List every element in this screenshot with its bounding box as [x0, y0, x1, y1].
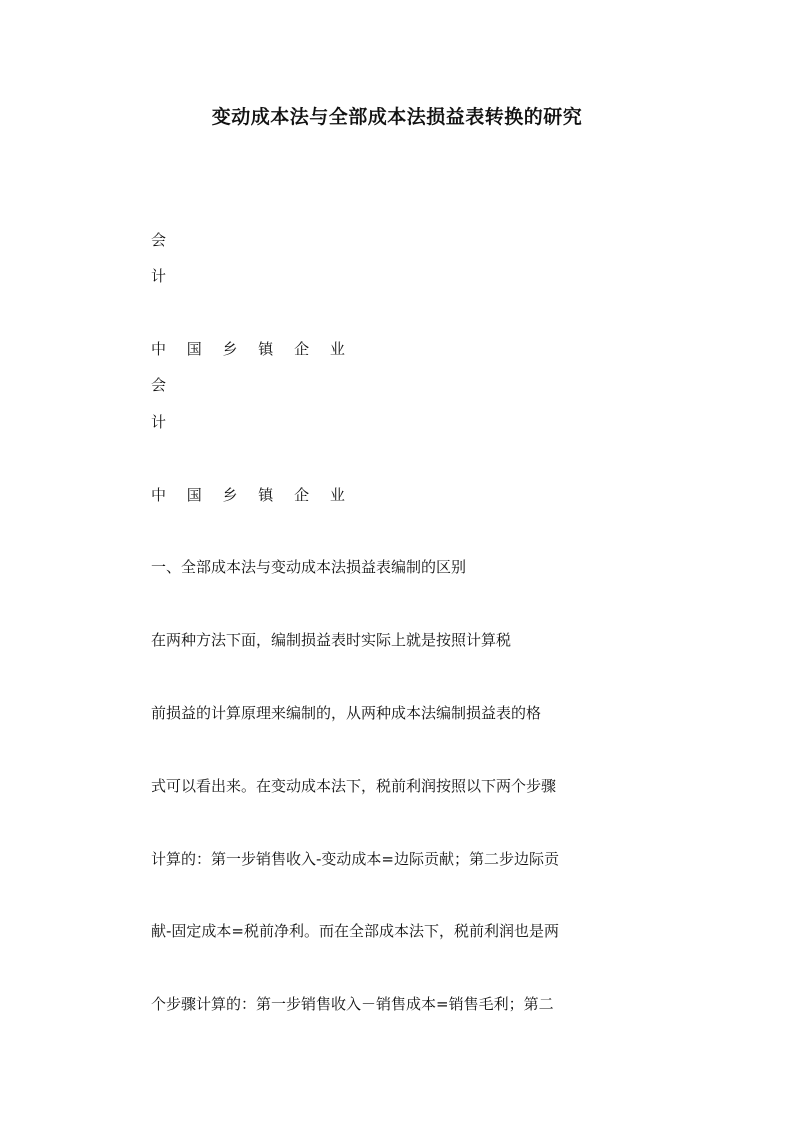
paragraph-line: 献-固定成本=税前净利。而在全部成本法下，税前利润也是两: [151, 922, 559, 940]
document-title: 变动成本法与全部成本法损益表转换的研究: [211, 106, 583, 128]
paragraph-line: 个步骤计算的：第一步销售收入－销售成本=销售毛利；第二: [151, 995, 554, 1013]
paragraph-line: 前损益的计算原理来编制的，从两种成本法编制损益表的格: [151, 704, 542, 722]
category-label: 会: [151, 376, 167, 394]
paragraph-line: 计算的：第一步销售收入-变动成本=边际贡献；第二步边际贡: [151, 850, 559, 868]
category-label: 会: [151, 231, 167, 249]
source-name: 中 国 乡 镇 企 业: [151, 486, 353, 504]
category-label: 计: [151, 413, 167, 431]
category-label: 计: [151, 267, 167, 285]
section-heading: 一、全部成本法与变动成本法损益表编制的区别: [151, 558, 467, 576]
source-name: 中 国 乡 镇 企 业: [151, 340, 353, 358]
paragraph-line: 式可以看出来。在变动成本法下，税前利润按照以下两个步骤: [151, 777, 557, 795]
paragraph-line: 在两种方法下面，编制损益表时实际上就是按照计算税: [151, 631, 512, 649]
